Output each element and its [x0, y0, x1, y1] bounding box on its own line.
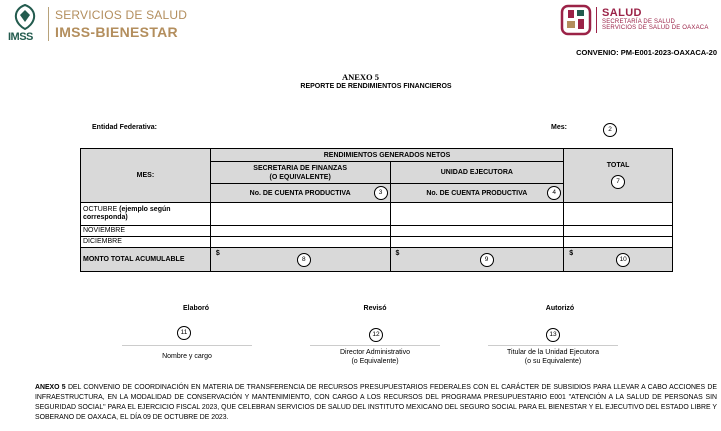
mes-label: Mes:: [551, 124, 567, 131]
reference-marker-reviso: 12: [369, 328, 383, 342]
salud-logo: [560, 4, 720, 40]
footer-legal-text: [35, 383, 717, 423]
header-mes: MES:: [81, 149, 211, 203]
convenio-number: CONVENIO: PM-E001-2023-OAXACA-20: [576, 48, 717, 57]
cell-noviembre-sf[interactable]: [210, 226, 390, 237]
cell-octubre-total[interactable]: [564, 203, 673, 226]
cell-noviembre-total[interactable]: [564, 226, 673, 237]
signature-line-autorizo: [488, 345, 618, 346]
imss-eagle-icon: [8, 3, 44, 43]
header-total-cell: [564, 149, 673, 203]
cell-octubre-sf[interactable]: [210, 203, 390, 226]
cuenta-productiva-ue-cell: [390, 184, 564, 203]
signature-line-elaboro: [122, 345, 252, 346]
cuenta-productiva-sf-label: No. DE CUENTA PRODUCTIVA: [249, 189, 351, 197]
signature-elaboro-text: Nombre y cargo: [162, 353, 212, 360]
signature-reviso-line2: (o Equivalente): [351, 358, 399, 365]
reference-marker-total-total: 10: [616, 253, 630, 267]
signature-elaboro-title: Elaboró: [182, 305, 210, 312]
row-label-noviembre: NOVIEMBRE: [81, 226, 211, 237]
salud-subtitle-2: SERVICIOS DE SALUD DE OAXACA: [602, 25, 709, 31]
reference-marker-total: 7: [611, 175, 625, 189]
cell-total-ue[interactable]: [390, 248, 564, 272]
rendimientos-table: [80, 148, 673, 272]
reference-marker-total-ue: 9: [480, 253, 494, 267]
cell-diciembre-total[interactable]: [564, 237, 673, 248]
month-octubre: OCTUBRE: [83, 206, 118, 213]
footer-lead: ANEXO 5: [35, 384, 66, 391]
reference-marker-mes: 2: [603, 123, 617, 137]
header-rendimientos: RENDIMIENTOS GENERADOS NETOS: [210, 149, 563, 162]
reference-marker-cuenta-sf: 3: [374, 186, 388, 200]
salud-divider: [596, 7, 597, 33]
currency-sign-sf: $: [215, 250, 220, 257]
table-row: [81, 237, 673, 248]
row-label-octubre: [81, 203, 211, 226]
currency-sign-total: $: [569, 250, 574, 257]
reference-marker-total-sf: 8: [297, 253, 311, 267]
cell-total-sf[interactable]: [210, 248, 390, 272]
header-secretaria-finanzas: SECRETARIA DE FINANZAS (O EQUIVALENTE): [210, 162, 390, 184]
header-total: TOTAL: [606, 162, 630, 169]
salud-emblem-icon: [560, 4, 592, 36]
signature-line-reviso: [310, 345, 440, 346]
entidad-federativa-label: Entidad Federativa:: [92, 124, 157, 131]
report-title: REPORTE DE RENDIMIENTOS FINANCIEROS: [300, 83, 452, 90]
row-label-diciembre: DICIEMBRE: [81, 237, 211, 248]
header-unidad-ejecutora: UNIDAD EJECUTORA: [390, 162, 564, 184]
cell-noviembre-ue[interactable]: [390, 226, 564, 237]
footer-body: DEL CONVENIO DE COORDINACIÓN EN MATERIA DE TRANSFERENCIA DE RECURSOS PRESUPUESTARIOS FEDERALES CON EL CARÁCTER DE SUBSIDIOS PARA LLEVAR A CABO ACCIONES DE INFRAESTRUCTURA, EN LA MODALIDAD DE CONSERVACIÓN Y MANTENIMIENTO, CON CARGO A LOS RECURSOS DEL PROGRAMA PRESUPUESTARIO E001 "ATENCIÓN A LA SALUD DE PERSONAS SIN SEGURIDAD SOCIAL" PARA EL EJERCICIO FISCAL 2023, QUE CELEBRAN SERVICIOS DE SALUD DEL INSTITUTO MEXICANO DEL SEGURO SOCIAL PARA EL BIENESTAR Y EL EJECUTIVO DEL ESTADO LIBRE Y SOBERANO DE OAXACA, EL DÍA 09 DE OCTUBRE DE 2023.: [35, 384, 717, 421]
row-label-monto-total: MONTO TOTAL ACUMULABLE: [81, 248, 211, 272]
reference-marker-autorizo: 13: [546, 328, 560, 342]
signature-reviso-title: Revisó: [363, 305, 387, 312]
annex-title: ANEXO 5: [341, 72, 380, 82]
signature-autorizo-title: Autorizó: [545, 305, 575, 312]
cell-total-total[interactable]: [564, 248, 673, 272]
imss-wordmark: IMSS: [8, 31, 33, 43]
brand-line-1: SERVICIOS DE SALUD: [55, 8, 188, 22]
signature-autorizo-line2: (o su Equivalente): [524, 358, 582, 365]
table-row: [81, 226, 673, 237]
brand-line-2: IMSS-BIENESTAR: [55, 24, 178, 40]
table-row: [81, 203, 673, 226]
salud-title: SALUD: [602, 7, 642, 19]
cell-octubre-ue[interactable]: [390, 203, 564, 226]
cuenta-productiva-ue-label: No. DE CUENTA PRODUCTIVA: [426, 189, 528, 197]
currency-sign-ue: $: [395, 250, 400, 257]
total-row: [81, 248, 673, 272]
imss-bienestar-logo: [8, 3, 188, 43]
logo-divider: [48, 7, 49, 41]
salud-subtitle-1: SECRETARÍA DE SALUD: [602, 19, 676, 25]
reference-marker-cuenta-ue: 4: [547, 186, 561, 200]
cell-diciembre-sf[interactable]: [210, 237, 390, 248]
signature-reviso-line1: Director Administrativo: [339, 349, 411, 356]
cell-diciembre-ue[interactable]: [390, 237, 564, 248]
cuenta-productiva-sf-cell: [210, 184, 390, 203]
reference-marker-elaboro: 11: [177, 326, 191, 340]
month-octubre-note: (ejemplo según corresponda): [83, 206, 171, 221]
signature-autorizo-line1: Titular de la Unidad Ejecutora: [507, 349, 599, 356]
